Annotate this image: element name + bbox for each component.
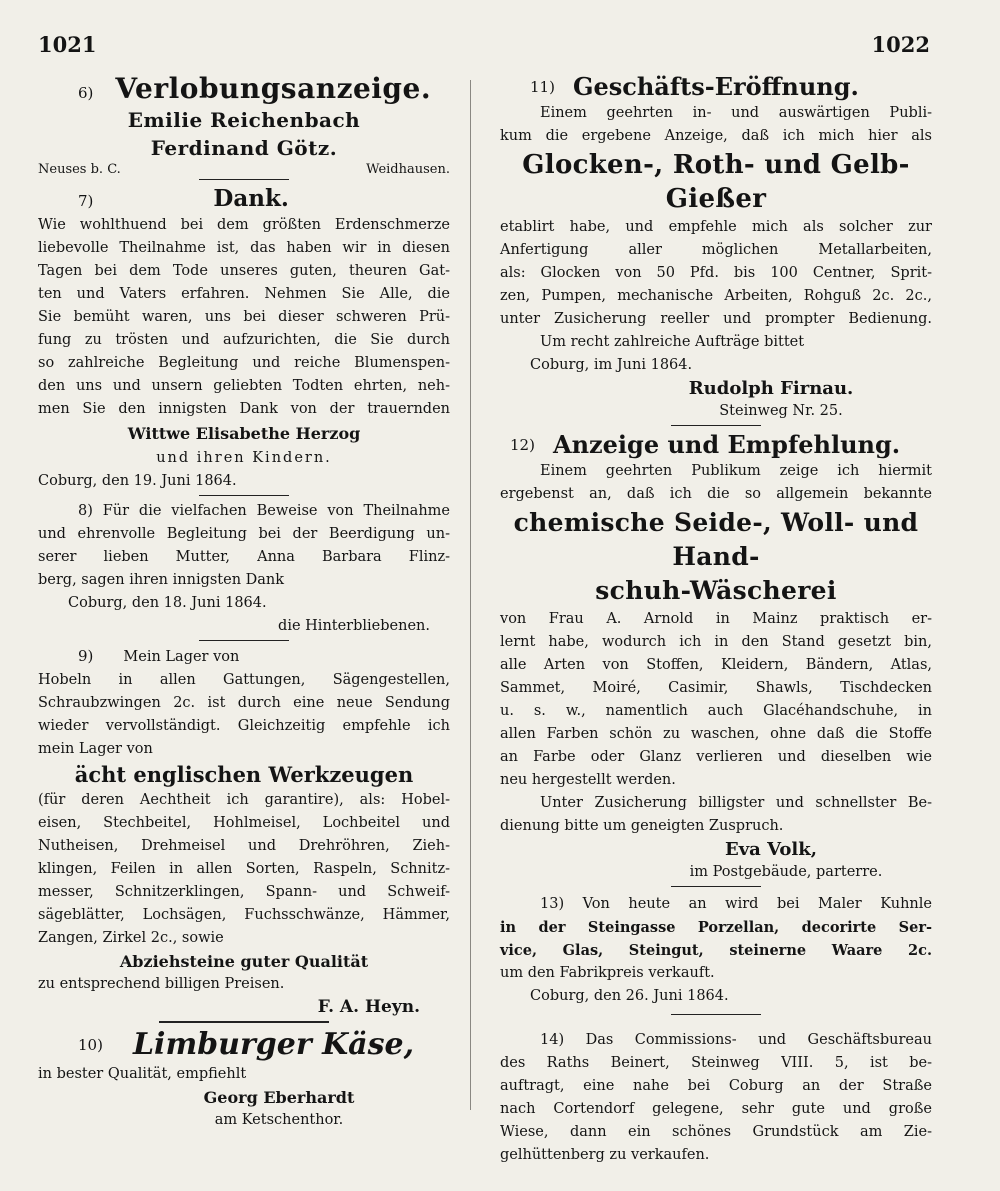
ad-line: Mein Lager von [123,649,240,665]
ad-subheading: Abziehsteine guter Qualität [119,952,369,971]
ad-line: u. s. w., namentlich auch Glacéhandschuhe, in [500,703,932,719]
ad-line: des Raths Beinert, Steinweg VIII. 5, ist be- [500,1055,932,1071]
ad-line: (für deren Aechtheit ich garantire), als: Hobel- [38,792,450,808]
ad-engagement [38,72,450,180]
signature: Eva Volk, [724,839,817,860]
ad-line: alle Arten von Stoffen, Kleidern, Bändern, Atlas, [500,657,932,673]
ad-line: auftragt, eine nahe bei Coburg an der Straße [500,1078,932,1094]
ad-line: ergebenst an, daß ich die so allgemein bekannte [500,486,932,502]
ad-business-opening [500,72,932,426]
ad-line: Tagen bei dem Tode unseres guten, theuren Gat- [38,263,450,279]
ad-heading: Anzeige und Empfehlung. [552,430,901,459]
ad-number: 6) [78,84,94,102]
ad-heading: ächt englischen Werkzeugen [74,762,414,787]
ad-line: und ehrenvolle Begleitung bei der Beerdigung un- [38,526,450,542]
place-left: Neuses b. C. [38,162,121,177]
ad-line: von Frau A. Arnold in Mainz praktisch er- [500,611,932,627]
ad-heading-main: Glocken-, Roth- und Gelb-Gießer [522,150,910,214]
signature: Rudolph Firnau. [688,378,854,399]
ad-line: in bester Qualität, empfiehlt [38,1066,247,1082]
ad-line: vice, Glas, Steingut, steinerne Waare 2c. [500,942,932,959]
ad-laundry [500,430,932,887]
ad-heading: Limburger Käse, [132,1027,415,1062]
ad-line: klingen, Feilen in allen Sorten, Raspeln, Schnitz- [38,861,450,877]
ad-tools-heyn [38,645,450,1023]
ad-line: Unter Zusicherung billigster und schnellster Be- [540,795,932,811]
ad-line: zu entsprechend billigen Preisen. [38,976,285,992]
ad-number: 11) [530,77,555,96]
ad-line: in der Steingasse Porzellan, decorirte Ser- [500,919,932,936]
page-number-right: 1022 [871,32,930,57]
ad-line: serer lieben Mutter, Anna Barbara Flinz- [38,549,450,565]
ad-number: 9) [78,647,94,665]
ad-number: 12) [510,435,535,454]
ad-line: Sie bemüht waren, uns bei dieser schweren Prü- [38,309,450,325]
ad-line: um den Fabrikpreis verkauft. [500,965,715,981]
address: im Postgebäude, parterre. [689,864,883,880]
ad-line: fung zu trösten und aufzurichten, die Sie durch [38,332,450,348]
ad-line: men Sie den innigsten Dank von der trauernden [38,401,450,417]
ad-line: an Farbe oder Glanz verlieren und dieselben wie [500,749,932,765]
ad-line: den uns und unsern geliebten Todten ehrten, neh- [38,378,450,394]
ad-line: Anfertigung aller möglichen Metallarbeiten, [500,242,932,258]
ad-thanks-herzog [38,184,450,496]
ad-number: 7) [78,192,94,210]
address: am Ketschenthor. [214,1112,344,1128]
page-number-left: 1021 [38,32,97,57]
ad-line: Einem geehrten Publikum zeige ich hiermit [540,463,932,479]
ad-line: Wiese, dann ein schönes Grundstück am Zie- [500,1124,932,1140]
signature: Georg Eberhardt [203,1088,355,1107]
ad-line: Wie wohlthuend bei dem größten Erdenschmerze [38,217,450,233]
ad-porcelain [500,893,932,1015]
engaged-name-1: Emilie Reichenbach [127,108,361,132]
ad-line: wieder vervollständigt. Gleichzeitig empfehle ich [38,718,450,734]
ad-cheese [38,1027,450,1132]
ad-line: berg, sagen ihren innigsten Dank [38,572,285,588]
ad-line: allen Farben schön zu waschen, ohne daß die Stoffe [500,726,932,742]
address: Steinweg Nr. 25. [719,403,843,419]
ad-line: eisen, Stechbeitel, Hohlmeisel, Lochbeitel und [38,815,450,831]
ad-line: kum die ergebene Anzeige, daß ich mich hier als [500,128,932,144]
ad-line: Einem geehrten in- und auswärtigen Publi- [540,105,932,121]
ad-line: Schraubzwingen 2c. ist durch eine neue Sendung [38,695,450,711]
column-divider [470,80,471,1110]
ad-line: mein Lager von [38,741,153,757]
ad-line: Sammet, Moiré, Casimir, Shawls, Tischdecken [500,680,932,696]
ad-line: neu hergestellt werden. [500,772,676,788]
ad-line: etablirt habe, und empfehle mich als solcher zur [500,219,932,235]
ad-line: Um recht zahlreiche Aufträge bittet [540,334,805,350]
ad-line: 13) Von heute an wird bei Maler Kuhnle [540,896,932,912]
ad-line: dienung bitte um geneigten Zuspruch. [500,818,784,834]
ad-line: Nutheisen, Drehmeisel und Drehröhren, Zieh- [38,838,450,854]
ad-line: ten und Vaters erfahren. Nehmen Sie Alle, die [38,286,450,302]
ad-line: messer, Schnitzerklingen, Spann- und Schweif- [38,884,450,900]
separator-rule [199,179,289,180]
ad-line: Zangen, Zirkel 2c., sowie [38,930,224,946]
engaged-name-2: Ferdinand Götz. [150,136,338,160]
ad-line: unter Zusicherung reeller und prompter Bedienung. [500,311,932,327]
ad-line: gelhüttenberg zu verkaufen. [500,1147,710,1163]
ad-heading-main: chemische Seide-, Woll- und Hand- [513,508,919,571]
date-line: Coburg, den 26. Juni 1864. [530,988,729,1004]
date-line: Coburg, den 19. Juni 1864. [38,473,237,489]
ad-number: 10) [78,1035,103,1054]
ad-line: 14) Das Commissions- und Geschäftsbureau [540,1032,932,1048]
ad-thanks-flinzberg [38,500,450,641]
ad-heading: Geschäfts-Eröffnung. [572,72,859,101]
ad-line: sägeblätter, Lochsägen, Fuchsschwänze, Hämmer, [38,907,450,923]
separator-rule [671,886,761,887]
ad-heading-main: schuh-Wäscherei [595,576,837,605]
ad-line: so zahlreiche Begleitung und reiche Blumenspen- [38,355,450,371]
left-column [38,72,450,1132]
ad-line: zen, Pumpen, mechanische Arbeiten, Rohguß 2c. 2c., [500,288,932,304]
signature: Wittwe Elisabethe Herzog [127,424,361,443]
ad-heading: Dank. [213,185,289,212]
date-line: Coburg, den 18. Juni 1864. [68,595,267,611]
separator-rule [671,425,761,426]
signature: F. A. Heyn. [317,997,420,1017]
ad-line: Hobeln in allen Gattungen, Sägengestellen, [38,672,450,688]
signature-addition: und ihren Kindern. [156,450,332,466]
date-line: Coburg, im Juni 1864. [530,357,693,373]
separator-rule [199,640,289,641]
ad-heading: Verlobungsanzeige. [115,72,432,105]
ad-real-estate [500,1029,932,1167]
ad-line: als: Glocken von 50 Pfd. bis 100 Centner, Sprit- [500,265,932,281]
ad-line: nach Cortendorf gelegene, sehr gute und große [500,1101,932,1117]
separator-rule [671,1014,761,1015]
separator-rule [199,495,289,496]
ad-line: lernt habe, wodurch ich in den Stand gesetzt bin, [500,634,932,650]
right-column [500,72,932,1167]
signature: die Hinterbliebenen. [278,618,430,634]
place-right: Weidhausen. [366,162,450,177]
separator-rule [159,1021,329,1023]
ad-line: liebevolle Theilnahme ist, das haben wir in diesen [38,240,450,256]
ad-line: 8) Für die vielfachen Beweise von Theilnahme [78,503,450,519]
